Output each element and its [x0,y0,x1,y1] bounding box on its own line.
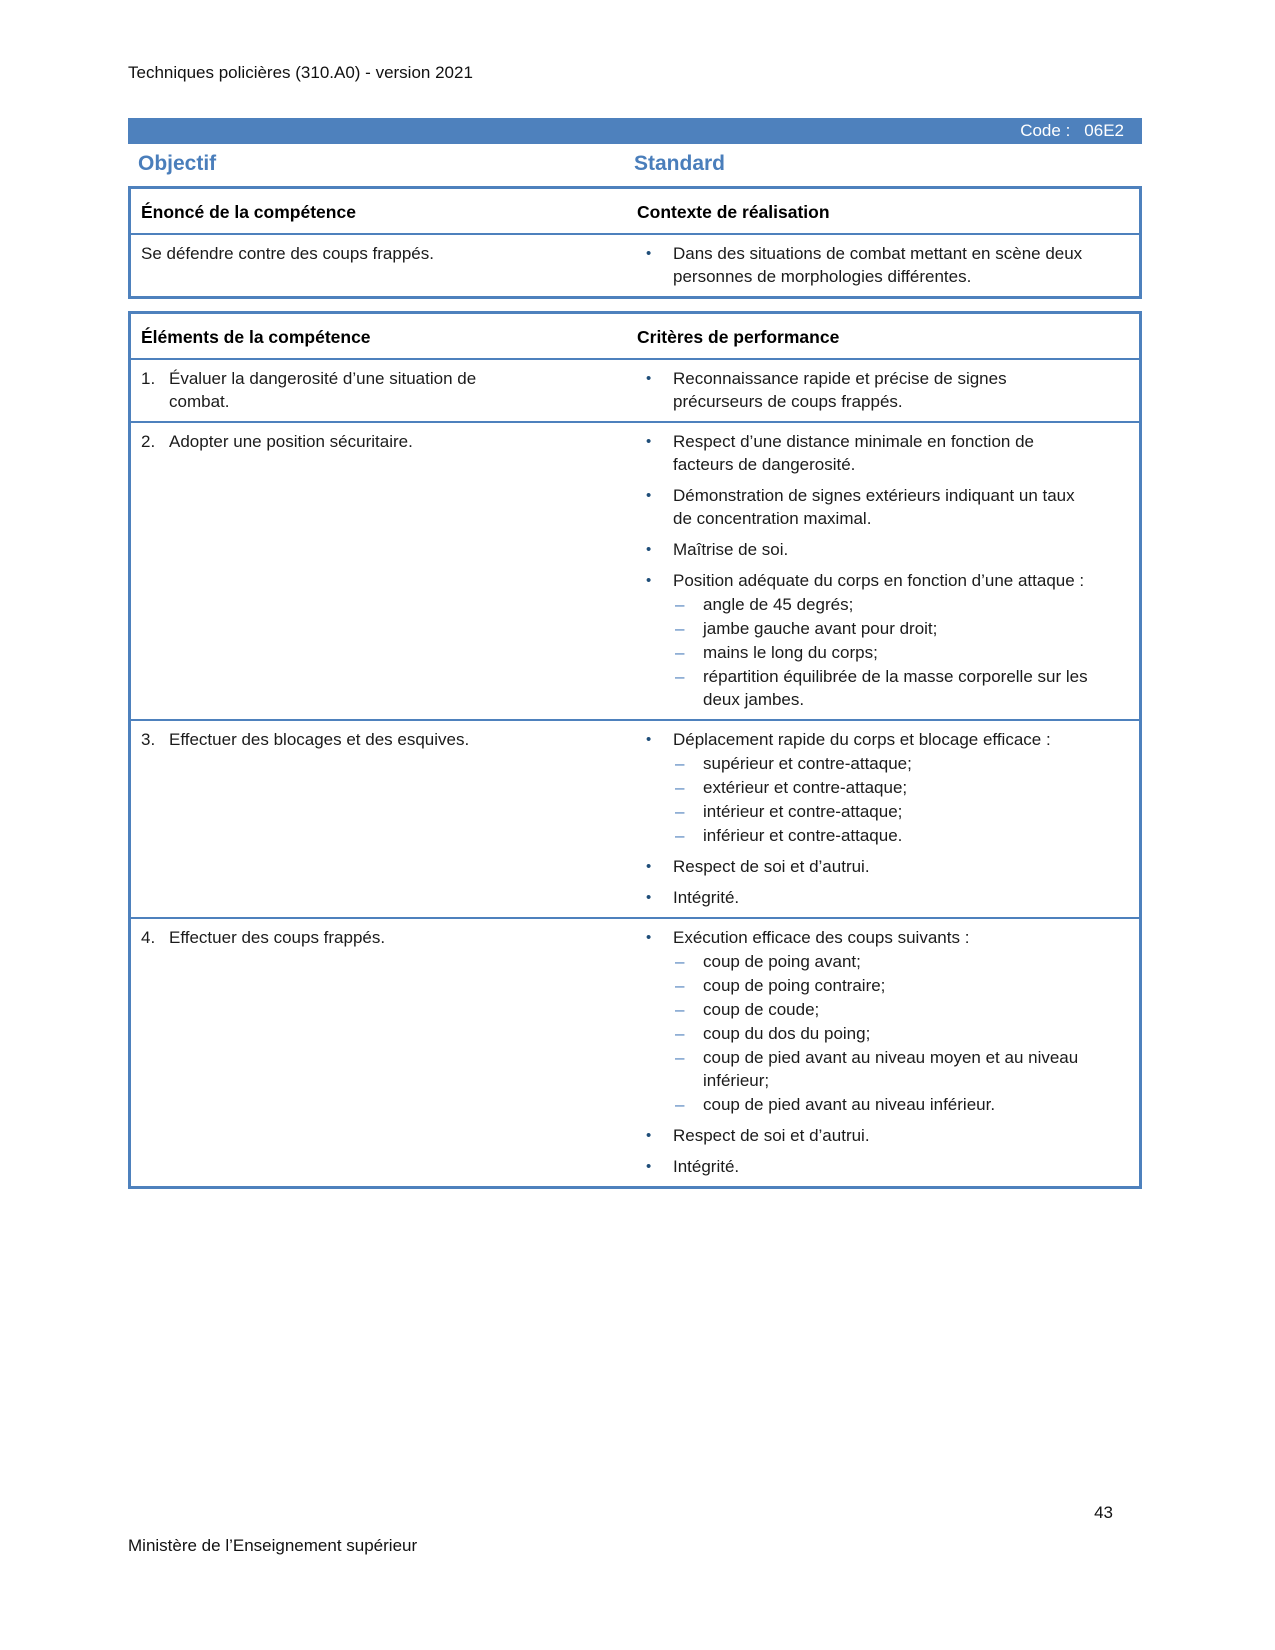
dash-icon: – [675,826,685,845]
criterion-text: Déplacement rapide du corps et blocage efficace : [673,730,1051,749]
sub-item [675,641,1093,664]
element-cell [131,423,637,719]
code-value: 06E2 [1084,121,1124,140]
table-row [131,719,1139,917]
sub-item-text: répartition équilibrée de la masse corporelle sur les deux jambes. [703,667,1088,709]
element-cell [131,360,637,421]
table-row [131,358,1139,421]
table-row [131,233,1139,296]
bullet-icon: • [646,370,652,387]
sub-item [675,824,1051,847]
bullet-content [673,484,1093,530]
table2-body [131,358,1139,1186]
sub-item [675,1046,1093,1092]
item-number: 3. [141,730,156,749]
competence-table [128,186,1142,299]
bullet-icon: • [646,731,652,748]
sub-item [675,998,1093,1021]
bullet-icon: • [646,572,652,589]
sub-item [675,617,1093,640]
table2-header-right: Critères de performance [637,327,840,347]
sub-item-text: supérieur et contre-attaque; [703,754,912,773]
bullet-content [673,430,1093,476]
bullet-content [673,367,1093,413]
bullet-icon: • [646,889,652,906]
sub-item-text: coup de coude; [703,1000,820,1019]
sub-item-text: angle de 45 degrés; [703,595,854,614]
bullet-item [637,242,1133,288]
bullet-icon: • [646,1127,652,1144]
sub-item-text: jambe gauche avant pour droit; [703,619,938,638]
bullet-icon: • [646,433,652,450]
sub-item [675,800,1051,823]
item-number: 1. [141,369,156,388]
element-text: Effectuer des blocages et des esquives. [169,730,470,749]
sub-item-text: intérieur et contre-attaque; [703,802,903,821]
bullet-icon: • [646,858,652,875]
bullet-item [637,569,1133,711]
dash-icon: – [675,754,685,773]
bullet-icon: • [646,929,652,946]
table1-header-left: Énoncé de la compétence [141,202,356,222]
table-header-row [131,314,1139,358]
dash-icon: – [675,667,685,686]
bullet-icon: • [646,487,652,504]
criterion-text: Démonstration de signes extérieurs indiquant un taux de concentration maximal. [673,486,1075,528]
bullet-item [637,538,1133,561]
table-row [131,917,1139,1186]
sub-item [675,1022,1093,1045]
objectif-heading: Objectif [138,152,217,175]
dash-icon: – [675,952,685,971]
bullet-content [673,538,788,561]
criterion-text: Intégrité. [673,888,740,907]
bullet-item [637,855,1133,878]
table-header-row [131,189,1139,233]
bullet-item [637,886,1133,909]
criteria-cell [637,423,1139,719]
standard-heading: Standard [634,152,726,175]
footer-text: Ministère de l’Enseignement supérieur [128,1536,418,1555]
element-text: Effectuer des coups frappés. [169,928,386,947]
code-bar [128,118,1142,144]
table-row [131,421,1139,719]
bullet-icon: • [646,541,652,558]
bullet-icon: • [646,1158,652,1175]
bullet-content [673,855,870,878]
dash-icon: – [675,1024,685,1043]
dash-icon: – [675,1095,685,1114]
bullet-content [673,1124,870,1147]
elements-table [128,311,1142,1189]
sub-item [675,752,1051,775]
dash-icon: – [675,643,685,662]
bullet-item [637,926,1133,1116]
sub-item-text: coup de poing avant; [703,952,861,971]
criterion-text: Respect de soi et d’autrui. [673,1126,870,1145]
bullet-item [637,367,1133,413]
dash-icon: – [675,619,685,638]
element-cell [131,721,637,917]
code-label: Code : [1020,121,1071,140]
bullet-content [673,926,1093,1116]
criteria-cell [637,235,1139,296]
sub-item-text: coup de pied avant au niveau inférieur. [703,1095,996,1114]
sub-item [675,1093,1093,1116]
table1-header-right: Contexte de réalisation [637,202,830,222]
criterion-text: Reconnaissance rapide et précise de signes précurseurs de coups frappés. [673,369,1007,411]
criterion-text: Dans des situations de combat mettant en scène deux personnes de morphologies différentes. [673,244,1083,286]
bullet-item [637,484,1133,530]
dash-icon: – [675,778,685,797]
item-number: 2. [141,432,156,451]
element-text: Évaluer la dangerosité d’une situation de combat. [169,369,477,411]
bullet-icon: • [646,245,652,262]
table1-body [131,233,1139,296]
sub-item [675,593,1093,616]
page-number: 43 [1094,1503,1113,1522]
sub-item-text: mains le long du corps; [703,643,878,662]
sub-item [675,776,1051,799]
criterion-text: Intégrité. [673,1157,740,1176]
criteria-cell [637,721,1139,917]
bullet-content [673,886,739,909]
element-cell [131,919,637,1186]
element-text: Se défendre contre des coups frappés. [141,244,434,263]
dash-icon: – [675,976,685,995]
sub-item-text: coup de pied avant au niveau moyen et au niveau inférieur; [703,1048,1079,1090]
criterion-text: Maîtrise de soi. [673,540,789,559]
bullet-content [673,569,1093,711]
sub-item-text: coup du dos du poing; [703,1024,871,1043]
bullet-item [637,1155,1133,1178]
bullet-item [637,430,1133,476]
criteria-cell [637,919,1139,1186]
criterion-text: Position adéquate du corps en fonction d’une attaque : [673,571,1085,590]
element-cell [131,235,637,296]
bullet-item [637,1124,1133,1147]
document-title: Techniques policières (310.A0) - version 2021 [128,63,473,82]
sub-item [675,950,1093,973]
dash-icon: – [675,802,685,821]
bullet-content [673,728,1051,847]
criterion-text: Respect d’une distance minimale en fonction de facteurs de dangerosité. [673,432,1034,474]
dash-icon: – [675,1000,685,1019]
dash-icon: – [675,595,685,614]
table2-header-left: Éléments de la compétence [141,327,371,347]
element-text: Adopter une position sécuritaire. [169,432,413,451]
dash-icon: – [675,1048,685,1067]
sub-item [675,974,1093,997]
sub-item-text: extérieur et contre-attaque; [703,778,908,797]
section-titles [128,150,1142,178]
bullet-item [637,728,1133,847]
criterion-text: Exécution efficace des coups suivants : [673,928,970,947]
sub-item [675,665,1093,711]
tables-container [128,186,1142,1189]
criterion-text: Respect de soi et d’autrui. [673,857,870,876]
sub-item-text: coup de poing contraire; [703,976,886,995]
bullet-content [673,242,1093,288]
bullet-content [673,1155,739,1178]
sub-item-text: inférieur et contre-attaque. [703,826,903,845]
criteria-cell [637,360,1139,421]
item-number: 4. [141,928,156,947]
